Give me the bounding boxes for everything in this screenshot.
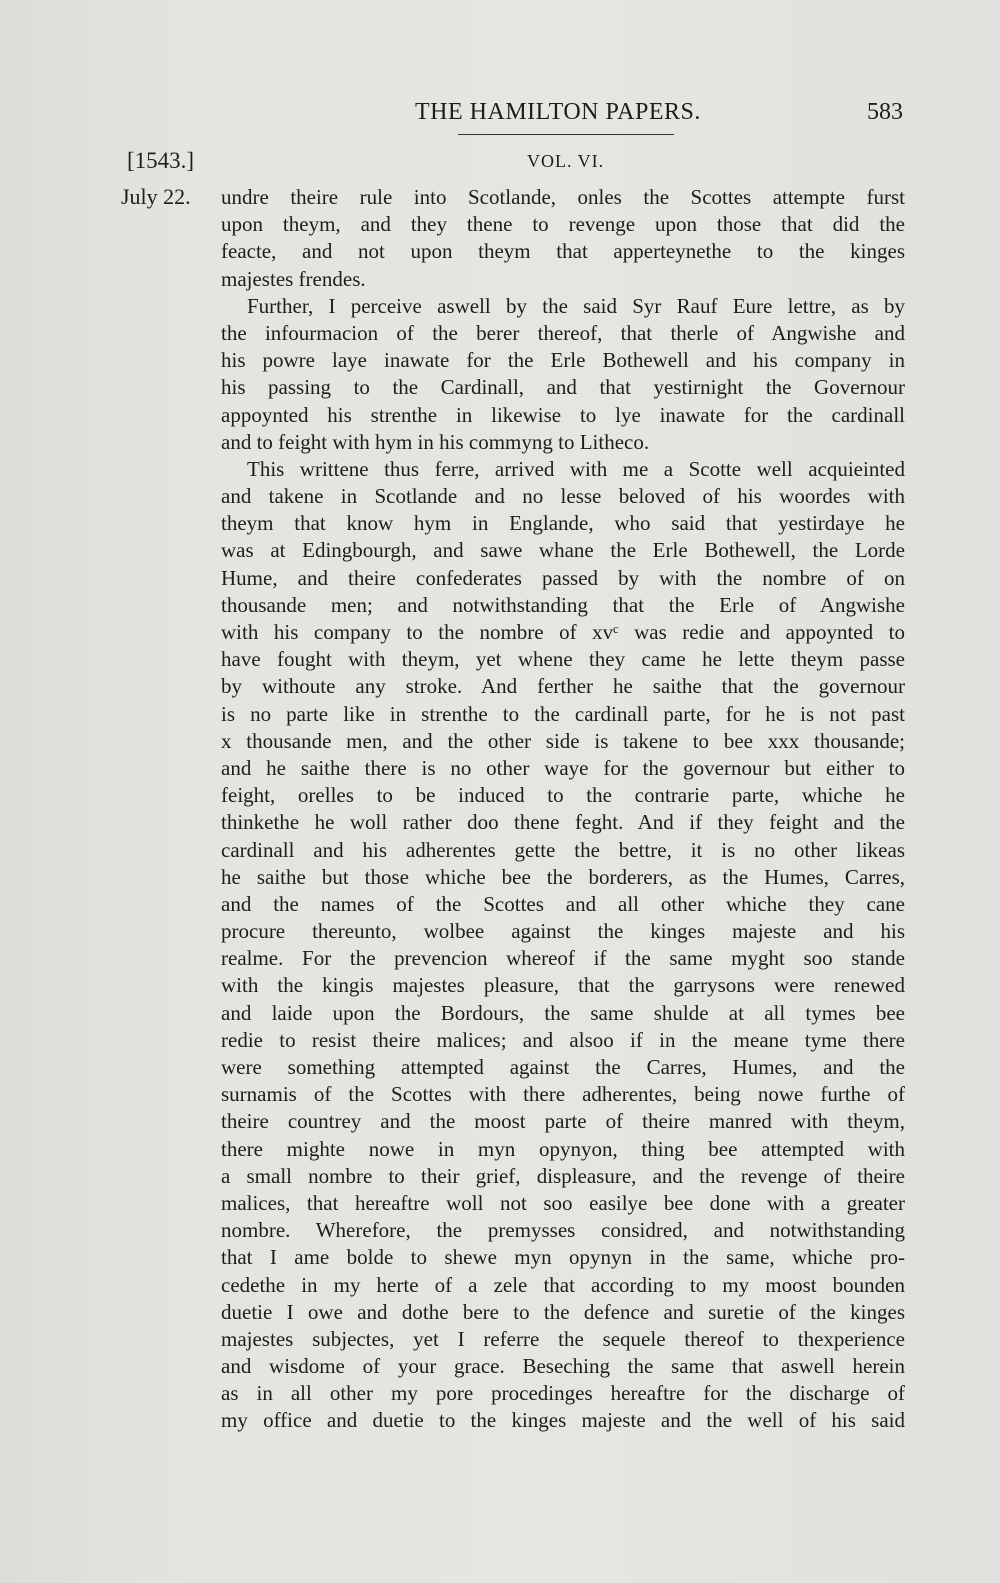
- text-line: as in all other my pore procedinges hereaftre for the discharge of: [221, 1381, 905, 1406]
- text-line: feight, orelles to be induced to the contrarie parte, whiche he: [221, 783, 905, 808]
- text-line: his powre laye inawate for the Erle Bothewell and his company in: [221, 348, 905, 373]
- text-line: theym that know hym in Englande, who said that yestirdaye he: [221, 511, 905, 536]
- text-line: thousande men; and notwithstanding that the Erle of Angwishe: [221, 592, 905, 617]
- text-line: x thousande men, and the other side is takene to bee xxx thousande;: [221, 728, 905, 753]
- text-line: and takene in Scotlande and no lesse beloved of his woordes with: [221, 484, 905, 509]
- text-line: realme. For the prevencion whereof if the same myght soo stande: [221, 946, 905, 971]
- margin-year: [1543.]: [127, 148, 195, 173]
- text-line: his passing to the Cardinall, and that yestirnight the Governour: [221, 375, 905, 400]
- text-line: and wisdome of your grace. Beseching the same that aswell herein: [221, 1354, 905, 1379]
- text-line: cardinall and his adherentes gette the bettre, it is no other likeas: [221, 837, 905, 862]
- text-line: by withoute any stroke. And ferther he saithe that the governour: [221, 674, 905, 699]
- text-line: cedethe in my herte of a zele that according to my moost bounden: [221, 1272, 905, 1297]
- text-line: duetie I owe and dothe bere to the defence and suretie of the kinges: [221, 1299, 905, 1324]
- running-title: THE HAMILTON PAPERS.: [415, 99, 701, 125]
- text-line: appoynted his strenthe in likewise to lye inawate for the cardinall: [221, 402, 905, 427]
- letter-text: [221, 184, 905, 1435]
- text-line: is no parte like in strenthe to the cardinall parte, for he is not past: [221, 701, 905, 726]
- text-line: procure thereunto, wolbee against the kinges majeste and his: [221, 919, 905, 944]
- margin-date: July 22.: [121, 184, 191, 209]
- text-line: with the kingis majestes pleasure, that the garrysons were renewed: [221, 973, 905, 998]
- text-line: undre theire rule into Scotlande, onles the Scottes attempte furst: [221, 185, 905, 209]
- page-number: 583: [867, 99, 903, 125]
- text-line: that I ame bolde to shewe myn opynyn in the same, whiche pro-: [221, 1245, 905, 1270]
- text-line: he saithe but those whiche bee the borderers, as the Humes, Carres,: [221, 864, 905, 889]
- text-line: majestes subjectes, yet I referre the sequele thereof to thexperience: [221, 1326, 905, 1351]
- text-line: there mighte nowe in myn opynyon, thing bee attempted with: [221, 1136, 905, 1161]
- text-line: surnamis of the Scottes with there adherentes, being nowe furthe of: [221, 1082, 905, 1107]
- text-line: nombre. Wherefore, the premysses considred, and notwithstanding: [221, 1218, 905, 1243]
- text-line: a small nombre to their grief, displeasure, and the revenge of theire: [221, 1163, 905, 1188]
- text-line: and laide upon the Bordours, the same shulde at all tymes bee: [221, 1000, 905, 1025]
- volume-label: VOL. VI.: [527, 151, 605, 171]
- text-line: Further, I perceive aswell by the said Syr Rauf Eure lettre, as by: [247, 293, 905, 318]
- text-line: have fought with theym, yet whene they came he lette theym passe: [221, 647, 905, 672]
- text-line: majestes frendes.: [221, 266, 366, 291]
- text-line: malices, that hereaftre woll not soo easilye bee done with a greater: [221, 1190, 905, 1215]
- text-line: theire countrey and the moost parte of theire manred with theym,: [221, 1109, 905, 1134]
- text-line: redie to resist theire malices; and alsoo if in the meane tyme there: [221, 1027, 905, 1052]
- text-line: with his company to the nombre of xvᶜ was redie and appoynted to: [221, 620, 905, 644]
- text-line: upon theym, and they thene to revenge upon those that did the: [221, 212, 905, 237]
- text-line: This writtene thus ferre, arrived with me a Scotte well acquieinted: [247, 456, 905, 481]
- text-line: my office and duetie to the kinges majeste and the well of his said: [221, 1408, 905, 1433]
- text-line: was at Edingbourgh, and sawe whane the Erle Bothewell, the Lorde: [221, 538, 905, 563]
- text-line: were something attempted against the Carres, Humes, and the: [221, 1055, 905, 1079]
- text-line: Hume, and theire confederates passed by with the nombre of on: [221, 565, 905, 590]
- text-line: the infourmacion of the berer thereof, that therle of Angwishe and: [221, 320, 905, 345]
- text-line: and he saithe there is no other waye for the governour but either to: [221, 755, 905, 780]
- text-line: thinkethe he woll rather doo thene feght. And if they feight and the: [221, 810, 905, 835]
- text-line: and the names of the Scottes and all other whiche they cane: [221, 891, 905, 916]
- header-rule: [458, 134, 674, 135]
- text-line: feacte, and not upon theym that apperteynethe to the kinges: [221, 239, 905, 264]
- text-line: and to feight with hym in his commyng to Litheco.: [221, 429, 650, 454]
